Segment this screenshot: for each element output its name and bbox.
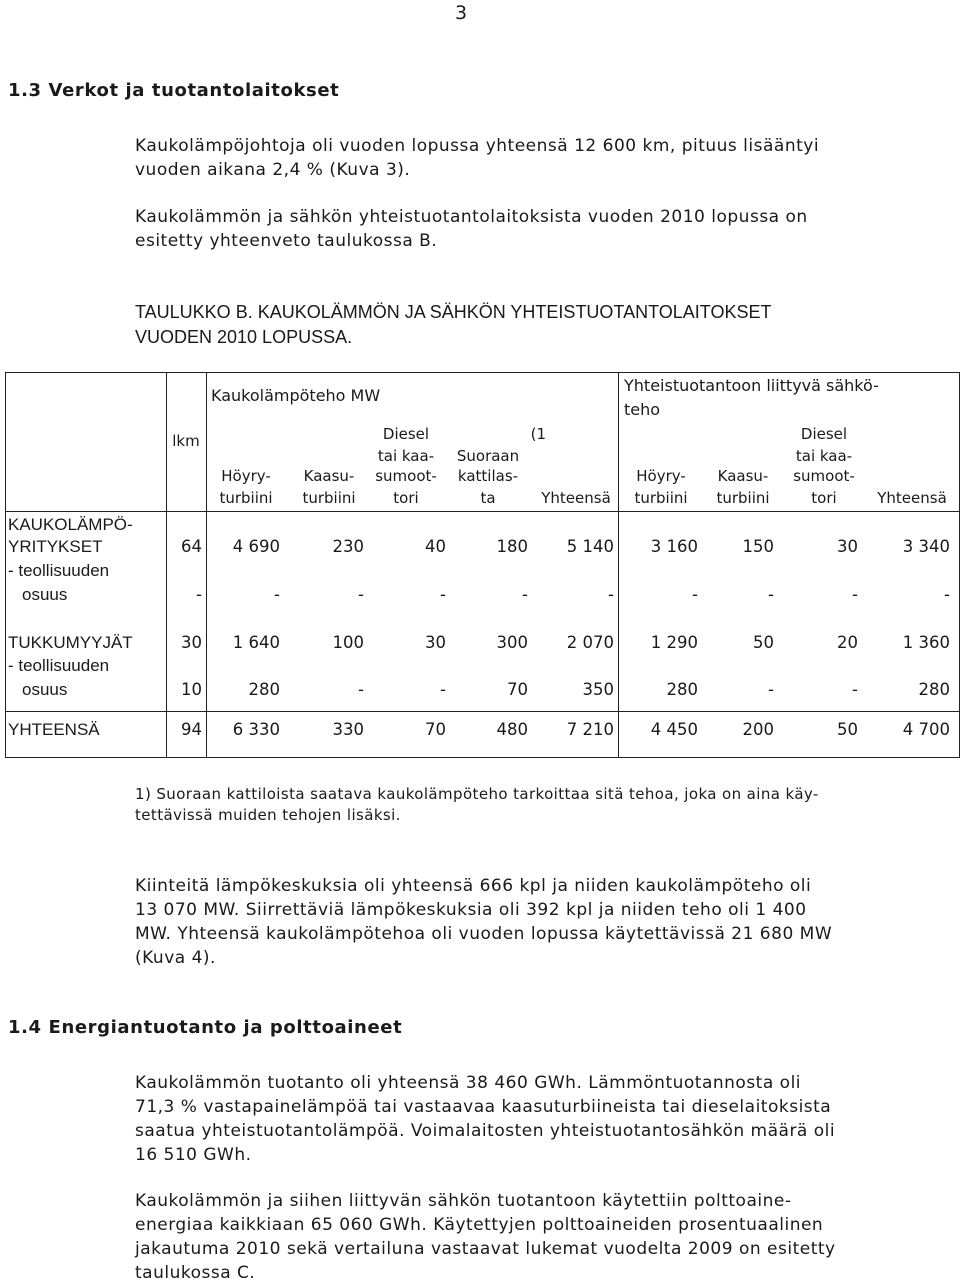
row-label-teollisuuden-l1: - teollisuuden <box>8 561 110 580</box>
cell: 200 <box>742 720 774 739</box>
cell: 1 290 <box>650 633 698 652</box>
header-suoraan-l1: Suoraan <box>456 447 520 465</box>
row-label-teollisuuden2-l2: osuus <box>22 680 68 699</box>
cell: 6 330 <box>232 720 280 739</box>
paragraph-1-line-2: vuoden aikana 2,4 % (Kuva 3). <box>135 160 411 180</box>
header-lkm: lkm <box>172 432 200 450</box>
header-diesel-l2: tai kaa- <box>377 447 435 465</box>
header-yhteensa-1: Yhteensä <box>541 489 611 507</box>
cell: - <box>608 585 614 604</box>
cell: 5 140 <box>566 537 614 556</box>
cell: - <box>440 680 446 699</box>
table-b <box>5 372 960 758</box>
cell: 64 <box>181 537 202 556</box>
cell: 2 070 <box>566 633 614 652</box>
header-suoraan-l2: kattilas- <box>457 467 519 485</box>
paragraph-1-line-1: Kaukolämpöjohtoja oli vuoden lopussa yhteensä 12 600 km, pituus lisääntyi <box>135 136 820 156</box>
header-kaasu-l2: turbiini <box>302 489 356 507</box>
cell: 70 <box>425 720 446 739</box>
header-diesel2-l1: Diesel <box>800 425 848 443</box>
header-diesel2-l3: sumoot- <box>793 467 855 485</box>
paragraph-4-line-2: 71,3 % vastapainelämpöä tai vastaavaa kaasuturbiineista tai dieselaitoksista <box>135 1097 832 1117</box>
cell: 3 160 <box>650 537 698 556</box>
page-number: 3 <box>455 2 468 24</box>
paragraph-2-line-2: esitetty yhteenveto taulukossa B. <box>135 231 438 251</box>
cell: 330 <box>332 720 364 739</box>
section-heading-1-4: 1.4 Energiantuotanto ja polttoaineet <box>8 1017 403 1038</box>
cell: 20 <box>837 633 858 652</box>
cell: 100 <box>332 633 364 652</box>
paragraph-5-line-2: energiaa kaikkiaan 65 060 GWh. Käytettyjen polttoaineiden prosentuaalinen <box>135 1215 824 1235</box>
header-kaasu2-l2: turbiini <box>716 489 770 507</box>
paragraph-5-line-1: Kaukolämmön ja siihen liittyvän sähkön tuotantoon käytettiin polttoaine- <box>135 1191 792 1211</box>
cell: 50 <box>753 633 774 652</box>
paragraph-4-line-1: Kaukolämmön tuotanto oli yhteensä 38 460 GWh. Lämmöntuotannosta oli <box>135 1073 802 1093</box>
row-label-yhteensa: YHTEENSÄ <box>8 720 100 739</box>
paragraph-5-line-3: jakautuma 2010 sekä vertailuna vastaavat lukemat vuodelta 2009 on esitetty <box>135 1239 836 1259</box>
cell: - <box>768 680 774 699</box>
cell: - <box>944 585 950 604</box>
header-diesel-l4: tori <box>393 489 419 507</box>
cell: 30 <box>181 633 202 652</box>
cell: 4 450 <box>650 720 698 739</box>
row-label-kaukolampoyritykset-l1: KAUKOLÄMPÖ- <box>8 515 133 534</box>
footnote-line-1: 1) Suoraan kattiloista saatava kaukolämpöteho tarkoittaa sitä tehoa, joka on aina käy- <box>135 785 819 803</box>
header-hoyry-l2: turbiini <box>219 489 273 507</box>
header-hoyry-l1: Höyry- <box>221 467 271 485</box>
cell: 94 <box>181 720 202 739</box>
cell: 180 <box>496 537 528 556</box>
cell: - <box>522 585 528 604</box>
paragraph-3-line-4: (Kuva 4). <box>135 948 216 968</box>
cell: - <box>852 585 858 604</box>
header-kaasu-l1: Kaasu- <box>303 467 355 485</box>
row-label-teollisuuden2-l1: - teollisuuden <box>8 656 110 675</box>
header-hoyry2-l1: Höyry- <box>636 467 686 485</box>
cell: 3 340 <box>902 537 950 556</box>
cell: - <box>852 680 858 699</box>
cell: 7 210 <box>566 720 614 739</box>
cell: 30 <box>425 633 446 652</box>
cell: 280 <box>666 680 698 699</box>
cell: 30 <box>837 537 858 556</box>
header-diesel2-l4: tori <box>811 489 837 507</box>
cell: 4 690 <box>232 537 280 556</box>
header-suoraan-footnote-ref: (1 <box>530 425 546 443</box>
table-header-bottom <box>6 511 959 512</box>
cell: - <box>358 585 364 604</box>
cell: 280 <box>918 680 950 699</box>
header-diesel-l1: Diesel <box>382 425 430 443</box>
header-group-kaukolampoteho: Kaukolämpöteho MW <box>211 386 381 405</box>
cell: 1 640 <box>232 633 280 652</box>
header-kaasu2-l1: Kaasu- <box>717 467 769 485</box>
cell: 480 <box>496 720 528 739</box>
paragraph-3-line-3: MW. Yhteensä kaukolämpötehoa oli vuoden lopussa käytettävissä 21 680 MW <box>135 924 833 944</box>
cell: 350 <box>582 680 614 699</box>
cell: - <box>358 680 364 699</box>
cell: - <box>768 585 774 604</box>
row-label-kaukolampoyritykset-l2: YRITYKSET <box>8 537 103 556</box>
cell: 50 <box>837 720 858 739</box>
cell: 10 <box>181 680 202 699</box>
paragraph-3-line-2: 13 070 MW. Siirrettäviä lämpökeskuksia oli 392 kpl ja niiden teho oli 1 400 <box>135 900 807 920</box>
footnote-line-2: tettävissä muiden tehojen lisäksi. <box>135 806 401 824</box>
header-diesel-l3: sumoot- <box>375 467 437 485</box>
section-heading-1-3: 1.3 Verkot ja tuotantolaitokset <box>8 80 340 101</box>
row-label-teollisuuden-l2: osuus <box>22 585 68 604</box>
row-label-tukkumyyjat: TUKKUMYYJÄT <box>8 633 133 652</box>
header-yhteensa-2: Yhteensä <box>877 489 947 507</box>
paragraph-4-line-3: saatua yhteistuotantolämpöä. Voimalaitosten yhteistuotantosähkön määrä oli <box>135 1121 836 1141</box>
table-total-separator <box>6 711 959 712</box>
paragraph-4-line-4: 16 510 GWh. <box>135 1145 252 1165</box>
header-group-sahkoteho-line-2: teho <box>624 400 661 419</box>
cell: - <box>196 585 202 604</box>
table-caption-line-1: TAULUKKO B. KAUKOLÄMMÖN JA SÄHKÖN YHTEISTUOTANTOLAITOKSET <box>135 302 772 322</box>
cell: - <box>274 585 280 604</box>
paragraph-3-line-1: Kiinteitä lämpökeskuksia oli yhteensä 666 kpl ja niiden kaukolämpöteho oli <box>135 876 812 896</box>
cell: 280 <box>248 680 280 699</box>
cell: 4 700 <box>902 720 950 739</box>
cell: 230 <box>332 537 364 556</box>
table-caption-line-2: VUODEN 2010 LOPUSSA. <box>135 327 353 347</box>
header-suoraan-l3: ta <box>480 489 496 507</box>
header-group-sahkoteho-line-1: Yhteistuotantoon liittyvä sähkö- <box>624 376 879 395</box>
cell: 150 <box>742 537 774 556</box>
paragraph-5-line-4: taulukossa C. <box>135 1263 256 1283</box>
header-diesel2-l2: tai kaa- <box>795 447 853 465</box>
header-hoyry2-l2: turbiini <box>634 489 688 507</box>
cell: - <box>692 585 698 604</box>
cell: 1 360 <box>902 633 950 652</box>
cell: 70 <box>507 680 528 699</box>
cell: 300 <box>496 633 528 652</box>
cell: - <box>440 585 446 604</box>
cell: 40 <box>425 537 446 556</box>
paragraph-2-line-1: Kaukolämmön ja sähkön yhteistuotantolaitoksista vuoden 2010 lopussa on <box>135 207 808 227</box>
